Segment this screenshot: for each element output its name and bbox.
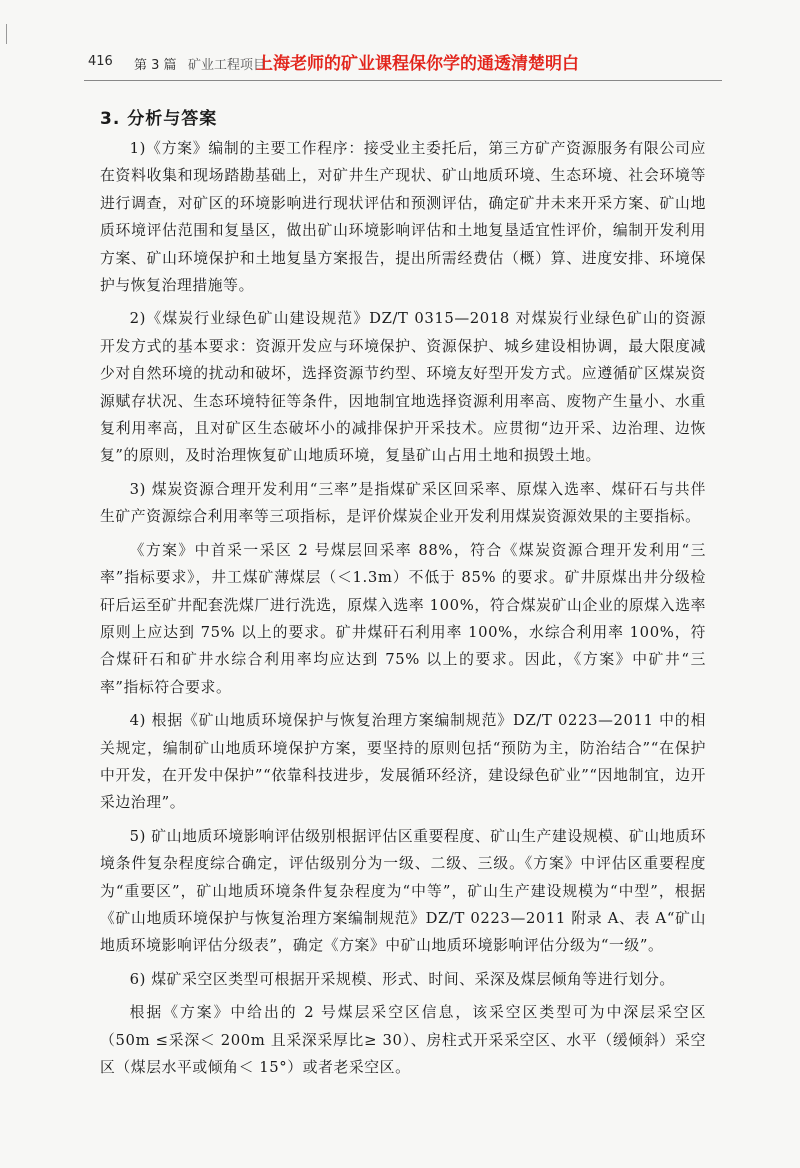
header-rule [84, 80, 722, 81]
section-title: 3. 分析与答案 [100, 109, 218, 129]
chapter-label: 矿业工程项目 [188, 58, 267, 73]
page-number: 416 [88, 54, 113, 69]
watermark-text: 上海老师的矿业课程保你学的通透清楚明白 [256, 54, 579, 74]
paragraph-8: 根据《方案》中给出的 2 号煤层采空区信息，该采空区类型可为中深层采空区（50m ≤采深＜ 200m 且采深采厚比≥ 30）、房柱式开采采空区、水平（缓倾斜）采空区（煤层水平或倾角＜ 15°）或者老采空区。 [100, 1004, 706, 1076]
part-label: 第 3 篇 [134, 58, 177, 73]
main-content [100, 104, 706, 1087]
paragraph-6: 5) 矿山地质环境影响评估级别根据评估区重要程度、矿山生产建设规模、矿山地质环境条件复杂程度综合确定，评估级别分为一级、二级、三级。《方案》中评估区重要程度为“重要区”，矿山地质环境条件复杂程度为“中等”，矿山生产建设规模为“中型”，根据《矿山地质环境保护与恢复治理方案编制规范》DZ/T 0223—2011 附录 A、表 A“矿山地质环境影响评估分级表”，确定《方案》中矿山地质环境影响评估分级为“一级”。 [100, 827, 706, 955]
paragraph-2: 2)《煤炭行业绿色矿山建设规范》DZ/T 0315—2018 对煤炭行业绿色矿山的资源开发方式的基本要求：资源开发应与环境保护、资源保护、城乡建设相协调，最大限度减少对自然环境的扰动和破坏，选择资源节约型、环境友好型开发方式。应遵循矿区煤炭资源赋存状况、生态环境特征等条件，因地制宜地选择资源利用率高、废物产生量小、水重复利用率高，且对矿区生态破坏小的减排保护开采技术。应贯彻“边开采、边治理、边恢复”的原则，及时治理恢复矿山地质环境，复垦矿山占用土地和损毁土地。 [100, 310, 706, 465]
paragraph-1: 1)《方案》编制的主要工作程序：接受业主委托后，第三方矿产资源服务有限公司应在资料收集和现场踏勘基础上，对矿井生产现状、矿山地质环境、生态环境、社会环境等进行调查，对矿区的环境影响进行现状评估和预测评估，确定矿井未来开采方案、矿山地质环境评估范围和复垦区，做出矿山环境影响评估和土地复垦适宜性评价，编制开发利用方案、矿山环境保护和土地复垦方案报告，提出所需经费估（概）算、进度安排、环境保护与恢复治理措施等。 [100, 140, 706, 295]
running-header [88, 48, 728, 74]
scan-edge-mark [6, 24, 7, 44]
paragraph-4: 《方案》中首采一采区 2 号煤层回采率 88%，符合《煤炭资源合理开发利用“三率”指标要求》，井工煤矿薄煤层（＜1.3m）不低于 85% 的要求。矿井原煤出井分级检矸后运至矿井配套洗煤厂进行洗选，原煤入选率 100%，符合煤炭矿山企业的原煤入选率原则上应达到 75% 以上的要求。矿井煤矸石利用率 100%，水综合利用率 100%，符合煤矸石和矿井水综合利用率均应达到 75% 以上的要求。因此，《方案》中矿井“三率”指标符合要求。 [100, 541, 706, 696]
paragraph-7: 6) 煤矿采空区类型可根据开采规模、形式、时间、采深及煤层倾角等进行划分。 [129, 970, 675, 988]
paragraph-3: 3) 煤炭资源合理开发利用“三率”是指煤矿采区回采率、原煤入选率、煤矸石与共伴生矿产资源综合利用率等三项指标，是评价煤炭企业开发利用煤炭资源效果的主要指标。 [100, 480, 706, 526]
paragraph-5: 4) 根据《矿山地质环境保护与恢复治理方案编制规范》DZ/T 0223—2011 中的相关规定，编制矿山地质环境保护方案，要坚持的原则包括“预防为主，防治结合”“在保护中开发，在开发中保护”“依靠科技进步，发展循环经济，建设绿色矿业”“因地制宜，边开采边治理”。 [100, 712, 706, 812]
